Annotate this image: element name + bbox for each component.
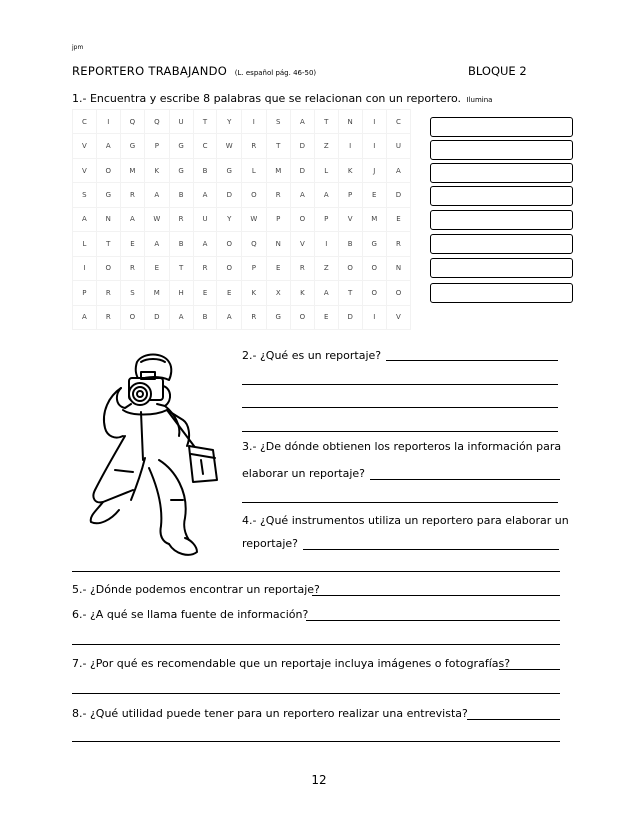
grid-letter[interactable]: P	[314, 207, 338, 231]
grid-letter[interactable]: E	[362, 183, 386, 207]
answer-line[interactable]	[242, 407, 558, 408]
grid-letter[interactable]: R	[96, 281, 120, 305]
answer-line[interactable]	[499, 669, 560, 670]
grid-letter[interactable]: M	[266, 158, 290, 182]
grid-letter[interactable]: D	[386, 183, 410, 207]
answer-box[interactable]	[430, 117, 573, 137]
answer-line[interactable]	[72, 571, 560, 572]
grid-letter[interactable]: Q	[242, 232, 267, 256]
grid-letter[interactable]: A	[386, 158, 410, 182]
grid-letter[interactable]: K	[290, 281, 314, 305]
grid-letter[interactable]: D	[338, 305, 362, 330]
grid-letter[interactable]: Q	[120, 110, 144, 134]
grid-letter[interactable]: A	[314, 281, 338, 305]
grid-letter[interactable]: O	[386, 281, 410, 305]
grid-letter[interactable]: O	[217, 256, 242, 280]
grid-letter[interactable]: E	[120, 232, 144, 256]
grid-letter[interactable]: A	[290, 110, 314, 134]
grid-letter[interactable]: U	[169, 110, 193, 134]
grid-letter[interactable]: A	[120, 207, 144, 231]
grid-letter[interactable]: R	[169, 207, 193, 231]
grid-letter[interactable]: T	[169, 256, 193, 280]
answer-line[interactable]	[242, 431, 558, 432]
author-mark: jpm	[72, 44, 84, 51]
answer-box[interactable]	[430, 258, 573, 278]
answer-line[interactable]	[467, 719, 560, 720]
grid-letter[interactable]: E	[145, 256, 170, 280]
grid-letter[interactable]: V	[73, 134, 97, 158]
grid-letter[interactable]: L	[242, 158, 267, 182]
grid-letter[interactable]: Y	[217, 110, 242, 134]
grid-letter[interactable]: B	[193, 158, 217, 182]
grid-letter[interactable]: O	[242, 183, 267, 207]
grid-letter[interactable]: W	[217, 134, 242, 158]
grid-row	[73, 110, 411, 134]
grid-letter[interactable]: E	[386, 207, 410, 231]
grid-letter[interactable]: I	[96, 110, 120, 134]
grid-letter[interactable]: O	[338, 256, 362, 280]
grid-letter[interactable]: D	[145, 305, 170, 330]
worksheet-title	[72, 64, 316, 78]
grid-letter[interactable]: V	[73, 158, 97, 182]
grid-letter[interactable]: O	[96, 158, 120, 182]
grid-letter[interactable]: V	[290, 232, 314, 256]
answer-line[interactable]	[72, 741, 560, 742]
grid-letter[interactable]: G	[217, 158, 242, 182]
grid-letter[interactable]: N	[386, 256, 410, 280]
question-2	[242, 349, 381, 362]
grid-letter[interactable]: O	[120, 305, 144, 330]
grid-letter[interactable]: A	[217, 305, 242, 330]
grid-letter[interactable]: U	[386, 134, 410, 158]
question-7: 7.- ¿Por qué es recomendable que un reportaje incluya imágenes o fotografías?	[72, 657, 511, 670]
grid-letter[interactable]: A	[96, 134, 120, 158]
answer-line[interactable]	[312, 595, 560, 596]
answer-box[interactable]	[430, 283, 573, 303]
grid-letter[interactable]: S	[120, 281, 144, 305]
page-number: 12	[311, 773, 327, 787]
grid-letter[interactable]: T	[266, 134, 290, 158]
grid-letter[interactable]: A	[73, 305, 97, 330]
grid-letter[interactable]: E	[217, 281, 242, 305]
grid-letter[interactable]: J	[362, 158, 386, 182]
grid-letter[interactable]: I	[73, 256, 97, 280]
grid-letter[interactable]: V	[338, 207, 362, 231]
grid-row	[73, 305, 411, 330]
grid-letter[interactable]: E	[314, 305, 338, 330]
question-3: 3.- ¿De dónde obtienen los reporteros la información para	[242, 440, 562, 453]
question-1-text: 1.- Encuentra y escribe 8 palabras que se relacionan con un reportero.	[72, 92, 462, 105]
answer-line[interactable]	[72, 644, 560, 645]
grid-letter[interactable]: A	[73, 207, 97, 231]
grid-letter[interactable]: B	[169, 232, 193, 256]
grid-letter[interactable]: T	[193, 110, 217, 134]
grid-letter[interactable]: A	[314, 183, 338, 207]
grid-letter[interactable]: M	[362, 207, 386, 231]
grid-letter[interactable]: K	[338, 158, 362, 182]
grid-letter[interactable]: T	[314, 110, 338, 134]
grid-letter[interactable]: L	[314, 158, 338, 182]
grid-letter[interactable]: O	[217, 232, 242, 256]
grid-letter[interactable]: S	[73, 183, 97, 207]
answer-line[interactable]	[242, 502, 558, 503]
answer-box[interactable]	[430, 186, 573, 206]
grid-letter[interactable]: R	[290, 256, 314, 280]
grid-letter[interactable]: W	[145, 207, 170, 231]
grid-letter[interactable]: Z	[314, 256, 338, 280]
grid-letter[interactable]: R	[266, 183, 290, 207]
grid-letter[interactable]: D	[217, 183, 242, 207]
grid-letter[interactable]: R	[386, 232, 410, 256]
answer-line[interactable]	[303, 549, 559, 550]
grid-letter[interactable]: A	[145, 183, 170, 207]
grid-letter[interactable]: A	[169, 305, 193, 330]
grid-row	[73, 256, 411, 280]
grid-letter[interactable]: P	[242, 256, 267, 280]
grid-letter[interactable]: H	[169, 281, 193, 305]
grid-letter[interactable]: R	[193, 256, 217, 280]
grid-letter[interactable]: R	[96, 305, 120, 330]
grid-letter[interactable]: O	[362, 256, 386, 280]
grid-letter[interactable]: C	[73, 110, 97, 134]
grid-letter[interactable]: G	[169, 134, 193, 158]
grid-letter[interactable]: T	[338, 281, 362, 305]
answer-line[interactable]	[72, 693, 560, 694]
grid-letter[interactable]: X	[266, 281, 290, 305]
grid-letter[interactable]: D	[290, 134, 314, 158]
grid-letter[interactable]: C	[193, 134, 217, 158]
grid-letter[interactable]: G	[169, 158, 193, 182]
answer-box[interactable]	[430, 140, 573, 160]
grid-letter[interactable]: O	[362, 281, 386, 305]
grid-letter[interactable]: N	[96, 207, 120, 231]
grid-letter[interactable]: Y	[217, 207, 242, 231]
grid-letter[interactable]: I	[242, 110, 267, 134]
title-reference: (L. español pág. 46-50)	[234, 69, 317, 77]
title-text: REPORTERO TRABAJANDO	[72, 64, 228, 78]
grid-row	[73, 183, 411, 207]
grid-letter[interactable]: W	[242, 207, 267, 231]
word-search-grid	[72, 109, 411, 330]
grid-letter[interactable]: C	[386, 110, 410, 134]
grid-letter[interactable]: R	[120, 256, 144, 280]
grid-letter[interactable]: E	[193, 281, 217, 305]
grid-letter[interactable]: E	[266, 256, 290, 280]
grid-letter[interactable]: A	[193, 183, 217, 207]
grid-letter[interactable]: G	[362, 232, 386, 256]
grid-letter[interactable]: I	[362, 134, 386, 158]
grid-letter[interactable]: N	[338, 110, 362, 134]
grid-letter[interactable]: Z	[314, 134, 338, 158]
grid-letter[interactable]: P	[266, 207, 290, 231]
grid-letter[interactable]: Q	[145, 110, 170, 134]
question-1-note: Ilumina	[466, 96, 493, 104]
grid-letter[interactable]: A	[193, 232, 217, 256]
grid-row	[73, 232, 411, 256]
grid-letter[interactable]: P	[145, 134, 170, 158]
question-8: 8.- ¿Qué utilidad puede tener para un reportero realizar una entrevista?	[72, 707, 468, 720]
answer-box[interactable]	[430, 163, 573, 183]
question-3-continued: elaborar un reportaje?	[242, 467, 365, 480]
question-4: 4.- ¿Qué instrumentos utiliza un reportero para elaborar un	[242, 514, 569, 527]
grid-letter[interactable]: S	[266, 110, 290, 134]
grid-letter[interactable]: P	[73, 281, 97, 305]
answer-box[interactable]	[430, 210, 573, 230]
grid-letter[interactable]: O	[96, 256, 120, 280]
grid-letter[interactable]: A	[145, 232, 170, 256]
grid-letter[interactable]: G	[120, 134, 144, 158]
question-1	[72, 92, 492, 105]
grid-letter[interactable]: L	[73, 232, 97, 256]
answer-line[interactable]	[242, 384, 558, 385]
grid-letter[interactable]: T	[96, 232, 120, 256]
grid-row	[73, 158, 411, 182]
grid-letter[interactable]: B	[338, 232, 362, 256]
grid-letter[interactable]: M	[120, 158, 144, 182]
block-label: BLOQUE 2	[468, 64, 527, 78]
answer-line[interactable]	[386, 360, 558, 361]
grid-letter[interactable]: M	[145, 281, 170, 305]
grid-letter[interactable]: I	[362, 305, 386, 330]
question-4-continued: reportaje?	[242, 537, 298, 550]
answer-line[interactable]	[306, 620, 560, 621]
grid-letter[interactable]: D	[290, 158, 314, 182]
grid-letter[interactable]: I	[338, 134, 362, 158]
answer-box[interactable]	[430, 234, 573, 254]
grid-letter[interactable]: P	[338, 183, 362, 207]
grid-row	[73, 134, 411, 158]
grid-letter[interactable]: N	[266, 232, 290, 256]
grid-letter[interactable]: K	[242, 281, 267, 305]
answer-line[interactable]	[370, 479, 560, 480]
question-5: 5.- ¿Dónde podemos encontrar un reportaje?	[72, 583, 320, 596]
grid-letter[interactable]: R	[120, 183, 144, 207]
grid-letter[interactable]: K	[145, 158, 170, 182]
question-6: 6.- ¿A qué se llama fuente de información?	[72, 608, 309, 621]
grid-row	[73, 207, 411, 231]
grid-letter[interactable]: I	[314, 232, 338, 256]
grid-letter[interactable]: R	[242, 305, 267, 330]
grid-letter[interactable]: O	[290, 305, 314, 330]
grid-letter[interactable]: G	[96, 183, 120, 207]
grid-letter[interactable]: R	[242, 134, 267, 158]
grid-letter[interactable]: G	[266, 305, 290, 330]
grid-row	[73, 281, 411, 305]
grid-letter[interactable]: V	[386, 305, 410, 330]
grid-letter[interactable]: I	[362, 110, 386, 134]
grid-letter[interactable]: B	[169, 183, 193, 207]
grid-letter[interactable]: O	[290, 207, 314, 231]
grid-letter[interactable]: A	[290, 183, 314, 207]
grid-letter[interactable]: B	[193, 305, 217, 330]
grid-letter[interactable]: U	[193, 207, 217, 231]
question-2-text: 2.- ¿Qué es un reportaje?	[242, 349, 382, 362]
photographer-illustration	[85, 350, 225, 560]
